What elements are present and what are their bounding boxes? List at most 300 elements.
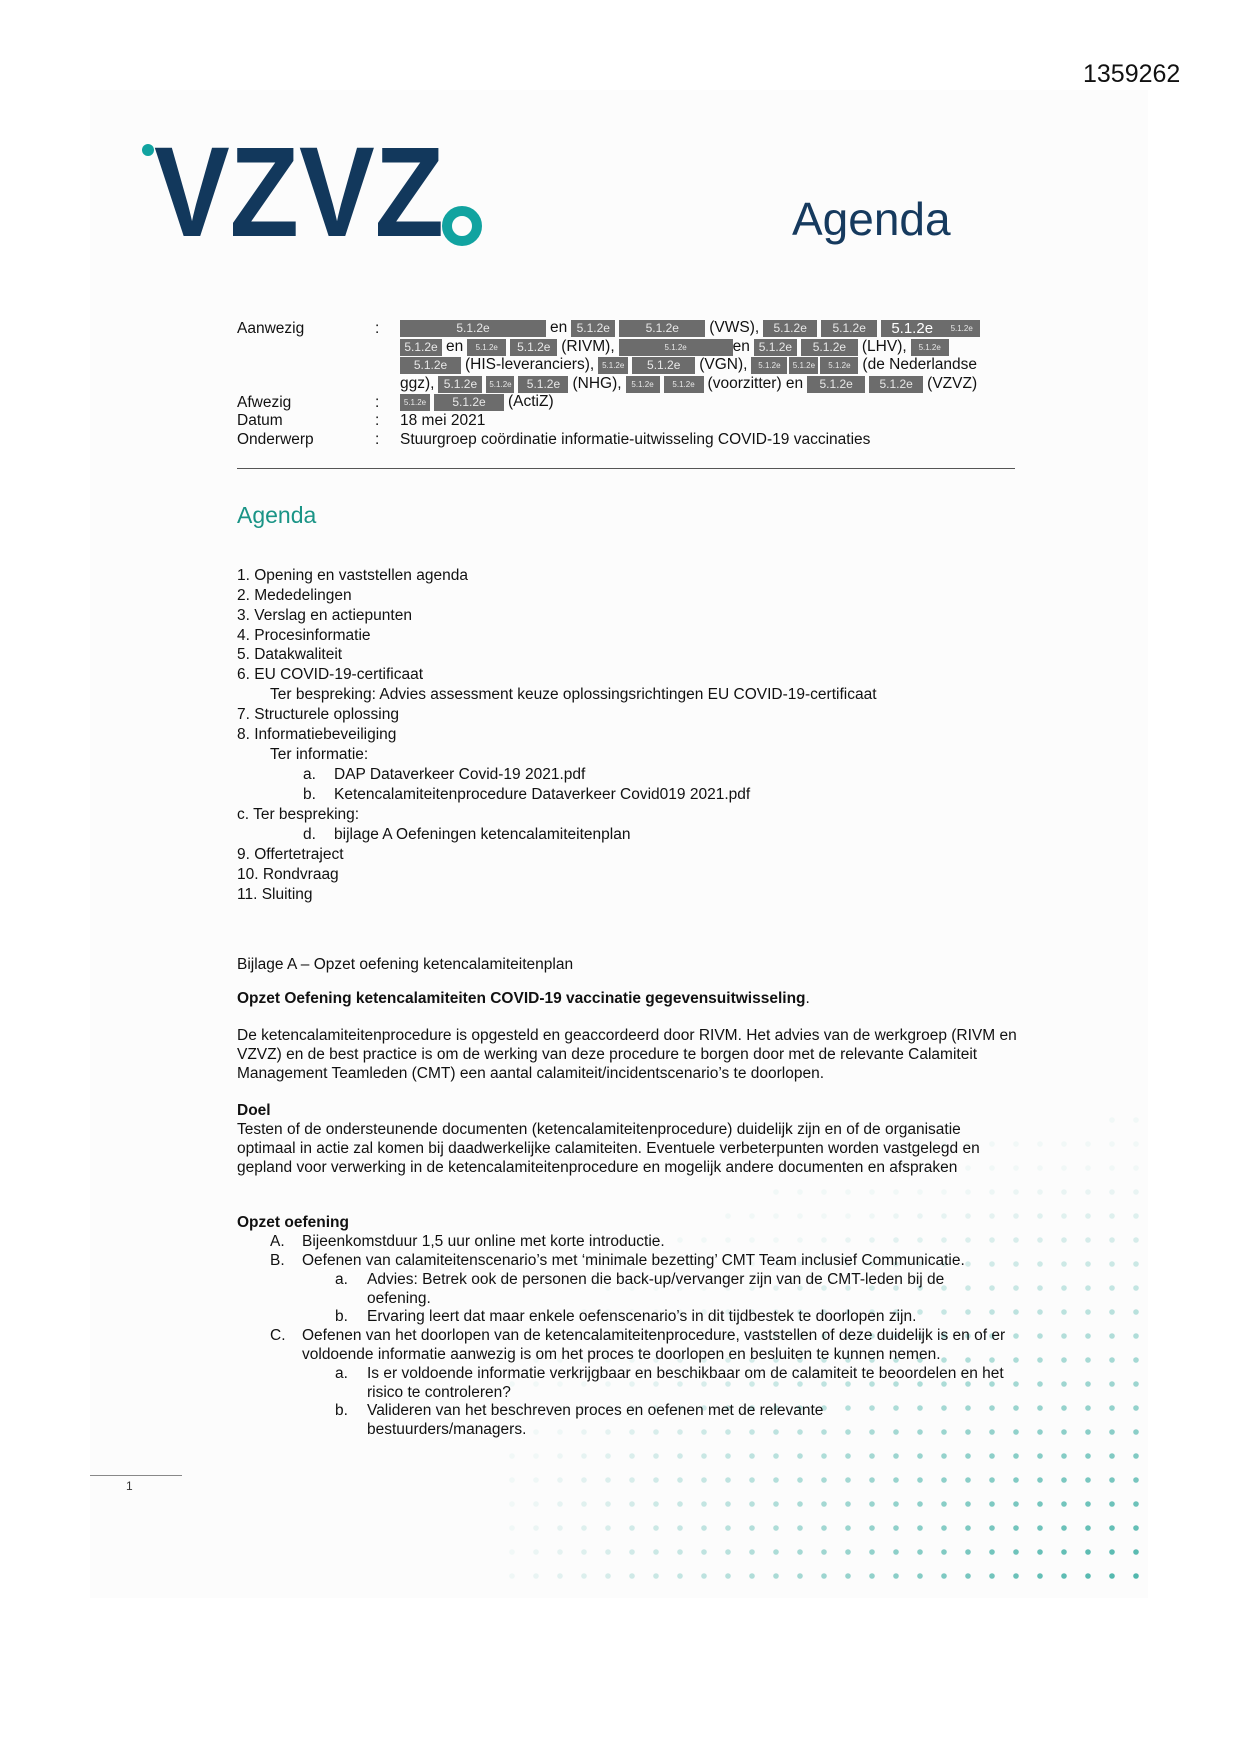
decorative-dot [1133, 1261, 1139, 1267]
document-number: 1359262 [1083, 60, 1181, 88]
decorative-dot [653, 1525, 659, 1531]
decorative-dot [653, 1549, 659, 1555]
svg-text:VZVZ: VZVZ [154, 132, 444, 252]
text: (VGN), [699, 356, 748, 373]
decorative-dot [1133, 1285, 1139, 1291]
label-afwezig: Afwezig [237, 394, 292, 411]
decorative-dot [749, 1501, 755, 1507]
decorative-dot [1109, 1189, 1115, 1195]
decorative-dot [1013, 1213, 1019, 1219]
decorative-dot [773, 1525, 779, 1531]
agenda-item: 5. Datakwaliteit [237, 646, 343, 663]
decorative-dot [653, 1573, 659, 1579]
decorative-dot [677, 1453, 683, 1459]
bijlage-heading: Bijlage A – Opzet oefening ketencalamiteitenplan [237, 956, 574, 973]
decorative-dot [1061, 1357, 1067, 1363]
redaction: 5.1.2e [807, 376, 865, 393]
decorative-dot [1061, 1261, 1067, 1267]
decorative-dot [1061, 1477, 1067, 1483]
decorative-dot [941, 1405, 947, 1411]
decorative-dot [941, 1189, 947, 1195]
decorative-dot [797, 1213, 803, 1219]
decorative-dot [1037, 1189, 1043, 1195]
decorative-dot [629, 1573, 635, 1579]
decorative-dot [1085, 1141, 1091, 1147]
decorative-dot [1085, 1285, 1091, 1291]
text: ggz), [400, 375, 435, 392]
text: (ActiZ) [508, 393, 554, 410]
decorative-dot [1061, 1525, 1067, 1531]
label-onderwerp: Onderwerp [237, 431, 314, 448]
decorative-dot [1109, 1237, 1115, 1243]
doel-heading: Doel [237, 1102, 271, 1119]
decorative-dot [773, 1213, 779, 1219]
decorative-dot [773, 1549, 779, 1555]
decorative-dot [1061, 1165, 1067, 1171]
decorative-dot [1109, 1501, 1115, 1507]
decorative-dot [1133, 1213, 1139, 1219]
decorative-dot [965, 1213, 971, 1219]
decorative-dot [1013, 1573, 1019, 1579]
redaction: 5.1.2e [619, 339, 733, 356]
decorative-dot [725, 1549, 731, 1555]
decorative-dot [917, 1453, 923, 1459]
decorative-dot [1037, 1285, 1043, 1291]
redaction: 5.1.2e [438, 376, 482, 393]
decorative-dot [941, 1573, 947, 1579]
decorative-dot [1133, 1141, 1139, 1147]
decorative-dot [557, 1525, 563, 1531]
list-letter: B. [270, 1252, 285, 1269]
opzet-item: Oefenen van calamiteitenscenario’s met ‘minimale bezetting’ CMT Team inclusief Communicatie. [302, 1252, 965, 1269]
decorative-dot [869, 1573, 875, 1579]
afwezig-value [400, 393, 558, 411]
agenda-item: 9. Offertetraject [237, 846, 344, 863]
redaction: 5.1.2e [400, 357, 461, 374]
decorative-dot [893, 1549, 899, 1555]
page-title: Agenda [792, 193, 951, 245]
decorative-dot [1133, 1381, 1139, 1387]
colon: : [375, 412, 380, 429]
redaction: 5.1.2e [664, 376, 704, 393]
decorative-dot [509, 1549, 515, 1555]
decorative-dot [533, 1573, 539, 1579]
decorative-dot [1037, 1453, 1043, 1459]
decorative-dot [1085, 1333, 1091, 1339]
decorative-dot [629, 1477, 635, 1483]
decorative-dot [605, 1477, 611, 1483]
decorative-dot [1061, 1405, 1067, 1411]
decorative-dot [989, 1477, 995, 1483]
redaction: 5.1.2e [626, 376, 660, 393]
text: (HIS-leveranciers), [465, 356, 595, 373]
decorative-dot [1061, 1309, 1067, 1315]
decorative-dot [869, 1549, 875, 1555]
opzet-item: Bijeenkomstduur 1,5 uur online met korte introductie. [302, 1233, 665, 1250]
decorative-dot [509, 1525, 515, 1531]
decorative-dot [533, 1453, 539, 1459]
decorative-dot [509, 1453, 515, 1459]
decorative-dot [845, 1189, 851, 1195]
decorative-dot [605, 1549, 611, 1555]
agenda-item: 2. Mededelingen [237, 587, 352, 604]
page-number: 1 [126, 1479, 133, 1493]
decorative-dot [797, 1453, 803, 1459]
period: . [805, 990, 810, 1007]
decorative-dot [1013, 1501, 1019, 1507]
decorative-dot [1085, 1501, 1091, 1507]
agenda-item: 10. Rondvraag [237, 866, 339, 883]
decorative-dot [557, 1549, 563, 1555]
decorative-dot [821, 1477, 827, 1483]
decorative-dot [917, 1189, 923, 1195]
decorative-dot [893, 1213, 899, 1219]
decorative-dot [845, 1213, 851, 1219]
decorative-dot [893, 1525, 899, 1531]
decorative-dot [989, 1501, 995, 1507]
decorative-dot [725, 1525, 731, 1531]
decorative-dot [773, 1501, 779, 1507]
decorative-dot [1085, 1261, 1091, 1267]
text: en [446, 338, 464, 355]
decorative-dot [1037, 1237, 1043, 1243]
decorative-dot [1013, 1405, 1019, 1411]
decorative-dot [821, 1573, 827, 1579]
decorative-dot [1037, 1357, 1043, 1363]
redaction: 5.1.2e [619, 320, 705, 337]
decorative-dot [677, 1549, 683, 1555]
decorative-dot [965, 1429, 971, 1435]
decorative-dot [1109, 1117, 1115, 1123]
decorative-dot [1037, 1405, 1043, 1411]
decorative-dot [653, 1477, 659, 1483]
text: (LHV), [861, 338, 907, 355]
decorative-dot [629, 1501, 635, 1507]
decorative-dot [629, 1525, 635, 1531]
decorative-dot [797, 1189, 803, 1195]
decorative-dot [1109, 1309, 1115, 1315]
decorative-dot [917, 1213, 923, 1219]
decorative-dot [965, 1453, 971, 1459]
footer-rule [90, 1475, 182, 1476]
decorative-dot [1013, 1285, 1019, 1291]
decorative-dot [1061, 1501, 1067, 1507]
colon: : [375, 394, 380, 411]
decorative-dot [845, 1573, 851, 1579]
decorative-dot [1037, 1549, 1043, 1555]
list-letter: A. [270, 1233, 285, 1250]
attachment-item: DAP Dataverkeer Covid-19 2021.pdf [334, 766, 586, 783]
decorative-dot [749, 1549, 755, 1555]
aanwezig-line-4 [400, 375, 981, 393]
decorative-dot [989, 1549, 995, 1555]
decorative-dot [869, 1429, 875, 1435]
decorative-dot [1061, 1213, 1067, 1219]
decorative-dot [1061, 1381, 1067, 1387]
decorative-dot [1133, 1549, 1139, 1555]
decorative-dot [1061, 1429, 1067, 1435]
decorative-dot [893, 1429, 899, 1435]
decorative-dot [605, 1501, 611, 1507]
decorative-dot [1109, 1285, 1115, 1291]
attachment-item: Ketencalamiteitenprocedure Dataverkeer Covid019 2021.pdf [334, 786, 751, 803]
redaction: 5.1.2e [943, 320, 980, 337]
decorative-dot [1085, 1429, 1091, 1435]
decorative-dot [773, 1189, 779, 1195]
list-letter: b. [303, 786, 316, 803]
decorative-dot [1109, 1525, 1115, 1531]
decorative-dot [1037, 1573, 1043, 1579]
redaction: 5.1.2e [801, 339, 858, 356]
decorative-dot [1133, 1165, 1139, 1171]
decorative-dot [581, 1453, 587, 1459]
decorative-dot [1013, 1525, 1019, 1531]
decorative-dot [941, 1453, 947, 1459]
decorative-dot [749, 1477, 755, 1483]
list-letter: b. [335, 1402, 348, 1419]
redaction: 5.1.2e [751, 357, 787, 374]
decorative-dot [917, 1429, 923, 1435]
decorative-dot [917, 1525, 923, 1531]
redaction: 5.1.2e [869, 376, 923, 393]
decorative-dot [1085, 1477, 1091, 1483]
list-letter: a. [335, 1271, 348, 1288]
agenda-item: 4. Procesinformatie [237, 627, 371, 644]
decorative-dot [1061, 1141, 1067, 1147]
text: (NHG), [572, 375, 622, 392]
text: en [550, 319, 568, 336]
decorative-dot [965, 1573, 971, 1579]
decorative-dot [1133, 1453, 1139, 1459]
decorative-dot [725, 1573, 731, 1579]
decorative-dot [989, 1453, 995, 1459]
decorative-dot [1061, 1333, 1067, 1339]
decorative-dot [893, 1501, 899, 1507]
decorative-dot [677, 1525, 683, 1531]
agenda-subitem: Ter informatie: [270, 746, 369, 763]
decorative-dot [1109, 1549, 1115, 1555]
decorative-dot [989, 1213, 995, 1219]
vzvz-logo [140, 132, 490, 257]
agenda-item: 11. Sluiting [237, 886, 313, 903]
opzet-item: Oefenen van het doorlopen van de ketencalamiteitenprocedure, vaststellen of deze duidelijk is en of er voldoende informatie aanwezig is om het proces te doorlopen en besluiten te kunnen nemen. [302, 1327, 1006, 1363]
text: (voorzitter) en [707, 375, 804, 392]
decorative-dot [869, 1477, 875, 1483]
decorative-dot [749, 1453, 755, 1459]
redaction: 5.1.2e [821, 320, 877, 337]
decorative-dot [629, 1453, 635, 1459]
decorative-dot [581, 1573, 587, 1579]
redaction: 5.1.2e [400, 339, 442, 356]
decorative-dot [725, 1213, 731, 1219]
redaction: 5.1.2e [820, 357, 858, 374]
decorative-dot [1133, 1117, 1139, 1123]
decorative-dot [821, 1525, 827, 1531]
decorative-dot [1133, 1477, 1139, 1483]
decorative-dot [1133, 1405, 1139, 1411]
decorative-dot [1061, 1237, 1067, 1243]
agenda-item: 7. Structurele oplossing [237, 706, 399, 723]
decorative-dot [917, 1405, 923, 1411]
list-letter: b. [335, 1308, 348, 1325]
decorative-dot [557, 1573, 563, 1579]
decorative-dot [941, 1213, 947, 1219]
decorative-dot [989, 1285, 995, 1291]
agenda-item: 6. EU COVID-19-certificaat [237, 666, 424, 683]
colon: : [375, 320, 380, 337]
list-letter: C. [270, 1327, 286, 1344]
redaction: 5.1.2e [571, 320, 615, 337]
colon: : [375, 431, 380, 448]
decorative-dot [749, 1525, 755, 1531]
redaction: 5.1.2e [434, 394, 504, 411]
decorative-dot [1109, 1333, 1115, 1339]
decorative-dot [1109, 1141, 1115, 1147]
decorative-dot [1013, 1357, 1019, 1363]
decorative-dot [1133, 1525, 1139, 1531]
decorative-dot [965, 1477, 971, 1483]
redaction: 5.1.2e [400, 394, 430, 411]
decorative-dot [1085, 1213, 1091, 1219]
opzet-subitem: Is er voldoende informatie verkrijgbaar en beschikbaar om de calamiteit te beoordelen en het risico te controleren? [367, 1365, 1004, 1401]
decorative-dot [797, 1501, 803, 1507]
decorative-dot [1133, 1573, 1139, 1579]
agenda-heading: Agenda [237, 502, 317, 528]
decorative-dot [1085, 1405, 1091, 1411]
label-aanwezig: Aanwezig [237, 320, 305, 337]
redaction: 5.1.2e [400, 320, 546, 337]
decorative-dot [965, 1501, 971, 1507]
decorative-dot [845, 1477, 851, 1483]
decorative-dot [1109, 1357, 1115, 1363]
decorative-dot [1085, 1165, 1091, 1171]
decorative-dot [893, 1573, 899, 1579]
decorative-dot [821, 1453, 827, 1459]
agenda-subitem: Ter bespreking: Advies assessment keuze oplossingsrichtingen EU COVID-19-certificaat [270, 686, 877, 703]
decorative-dot [965, 1525, 971, 1531]
decorative-dot [869, 1213, 875, 1219]
decorative-dot [1085, 1525, 1091, 1531]
decorative-dot [701, 1453, 707, 1459]
list-letter: a. [303, 766, 316, 783]
redaction: 5.1.2e [881, 320, 943, 337]
text: en [732, 338, 750, 355]
decorative-dot [557, 1453, 563, 1459]
decorative-dot [1109, 1213, 1115, 1219]
decorative-dot [1133, 1309, 1139, 1315]
decorative-dot [917, 1501, 923, 1507]
decorative-dot [701, 1501, 707, 1507]
decorative-dot [1037, 1477, 1043, 1483]
decorative-dot [605, 1573, 611, 1579]
decorative-dot [869, 1525, 875, 1531]
decorative-dot [749, 1213, 755, 1219]
decorative-dot [653, 1453, 659, 1459]
decorative-dot [725, 1453, 731, 1459]
decorative-dot [845, 1453, 851, 1459]
decorative-dot [917, 1477, 923, 1483]
decorative-dot [869, 1189, 875, 1195]
decorative-dot [989, 1189, 995, 1195]
redaction: 5.1.2e [510, 339, 557, 356]
decorative-dot [1133, 1189, 1139, 1195]
decorative-dot [917, 1549, 923, 1555]
decorative-dot [1037, 1429, 1043, 1435]
decorative-dot [821, 1213, 827, 1219]
decorative-dot [821, 1549, 827, 1555]
decorative-dot [1061, 1573, 1067, 1579]
decorative-dot [1013, 1453, 1019, 1459]
redaction: 5.1.2e [467, 339, 506, 356]
decorative-dot [533, 1501, 539, 1507]
decorative-dot [1037, 1261, 1043, 1267]
decorative-dot [701, 1525, 707, 1531]
redaction: 5.1.2e [911, 339, 949, 356]
decorative-dot [893, 1477, 899, 1483]
onderwerp-value: Stuurgroep coördinatie informatie-uitwisseling COVID-19 vaccinaties [400, 431, 871, 448]
decorative-dot [989, 1573, 995, 1579]
logo-dot-icon [142, 144, 154, 156]
decorative-dot [845, 1525, 851, 1531]
decorative-dot [1061, 1453, 1067, 1459]
decorative-dot [1085, 1573, 1091, 1579]
doel-paragraph: Testen of de ondersteunende documenten (ketencalamiteitenprocedure) duidelijk zijn en of de organisatie optimaal in actie zal komen bij daadwerkelijke calamiteiten. Eventuele verbeterpunten worden vastgelegd en gepland voor verwerking in de ketencalamiteitenprocedure en mogelijk andere documenten en afspraken [237, 1121, 980, 1176]
decorative-dot [509, 1501, 515, 1507]
decorative-dot [701, 1549, 707, 1555]
decorative-dot [965, 1189, 971, 1195]
decorative-dot [821, 1189, 827, 1195]
decorative-dot [989, 1405, 995, 1411]
decorative-dot [1085, 1237, 1091, 1243]
decorative-dot [581, 1501, 587, 1507]
decorative-dot [941, 1549, 947, 1555]
redaction: 5.1.2e [518, 376, 568, 393]
decorative-dot [557, 1501, 563, 1507]
decorative-dot [581, 1477, 587, 1483]
decorative-dot [1037, 1141, 1043, 1147]
divider [237, 468, 1015, 469]
decorative-dot [533, 1477, 539, 1483]
decorative-dot [1037, 1309, 1043, 1315]
decorative-dot [797, 1477, 803, 1483]
decorative-dot [1085, 1357, 1091, 1363]
opzet-heading: Opzet oefening [237, 1214, 349, 1231]
text: (VZVZ) [927, 375, 978, 392]
decorative-dot [1061, 1189, 1067, 1195]
decorative-dot [773, 1453, 779, 1459]
text: (de Nederlandse [862, 356, 978, 373]
decorative-dot [1013, 1549, 1019, 1555]
decorative-dot [1061, 1285, 1067, 1291]
redaction: 5.1.2e [754, 339, 797, 356]
opzet-subitem: Ervaring leert dat maar enkele oefenscenario’s in dit tijdbestek te doorlopen zijn. [367, 1308, 917, 1325]
agenda-item: 1. Opening en vaststellen agenda [237, 567, 468, 584]
decorative-dot [749, 1573, 755, 1579]
decorative-dot [1109, 1453, 1115, 1459]
decorative-dot [1133, 1357, 1139, 1363]
decorative-dot [605, 1453, 611, 1459]
decorative-dot [845, 1501, 851, 1507]
decorative-dot [1085, 1453, 1091, 1459]
decorative-dot [1109, 1261, 1115, 1267]
decorative-dot [581, 1549, 587, 1555]
decorative-dot [773, 1573, 779, 1579]
decorative-dot [1013, 1333, 1019, 1339]
list-letter: d. [303, 826, 316, 843]
decorative-dot [1013, 1189, 1019, 1195]
redaction: 5.1.2e [789, 357, 818, 374]
text: (RIVM), [561, 338, 615, 355]
